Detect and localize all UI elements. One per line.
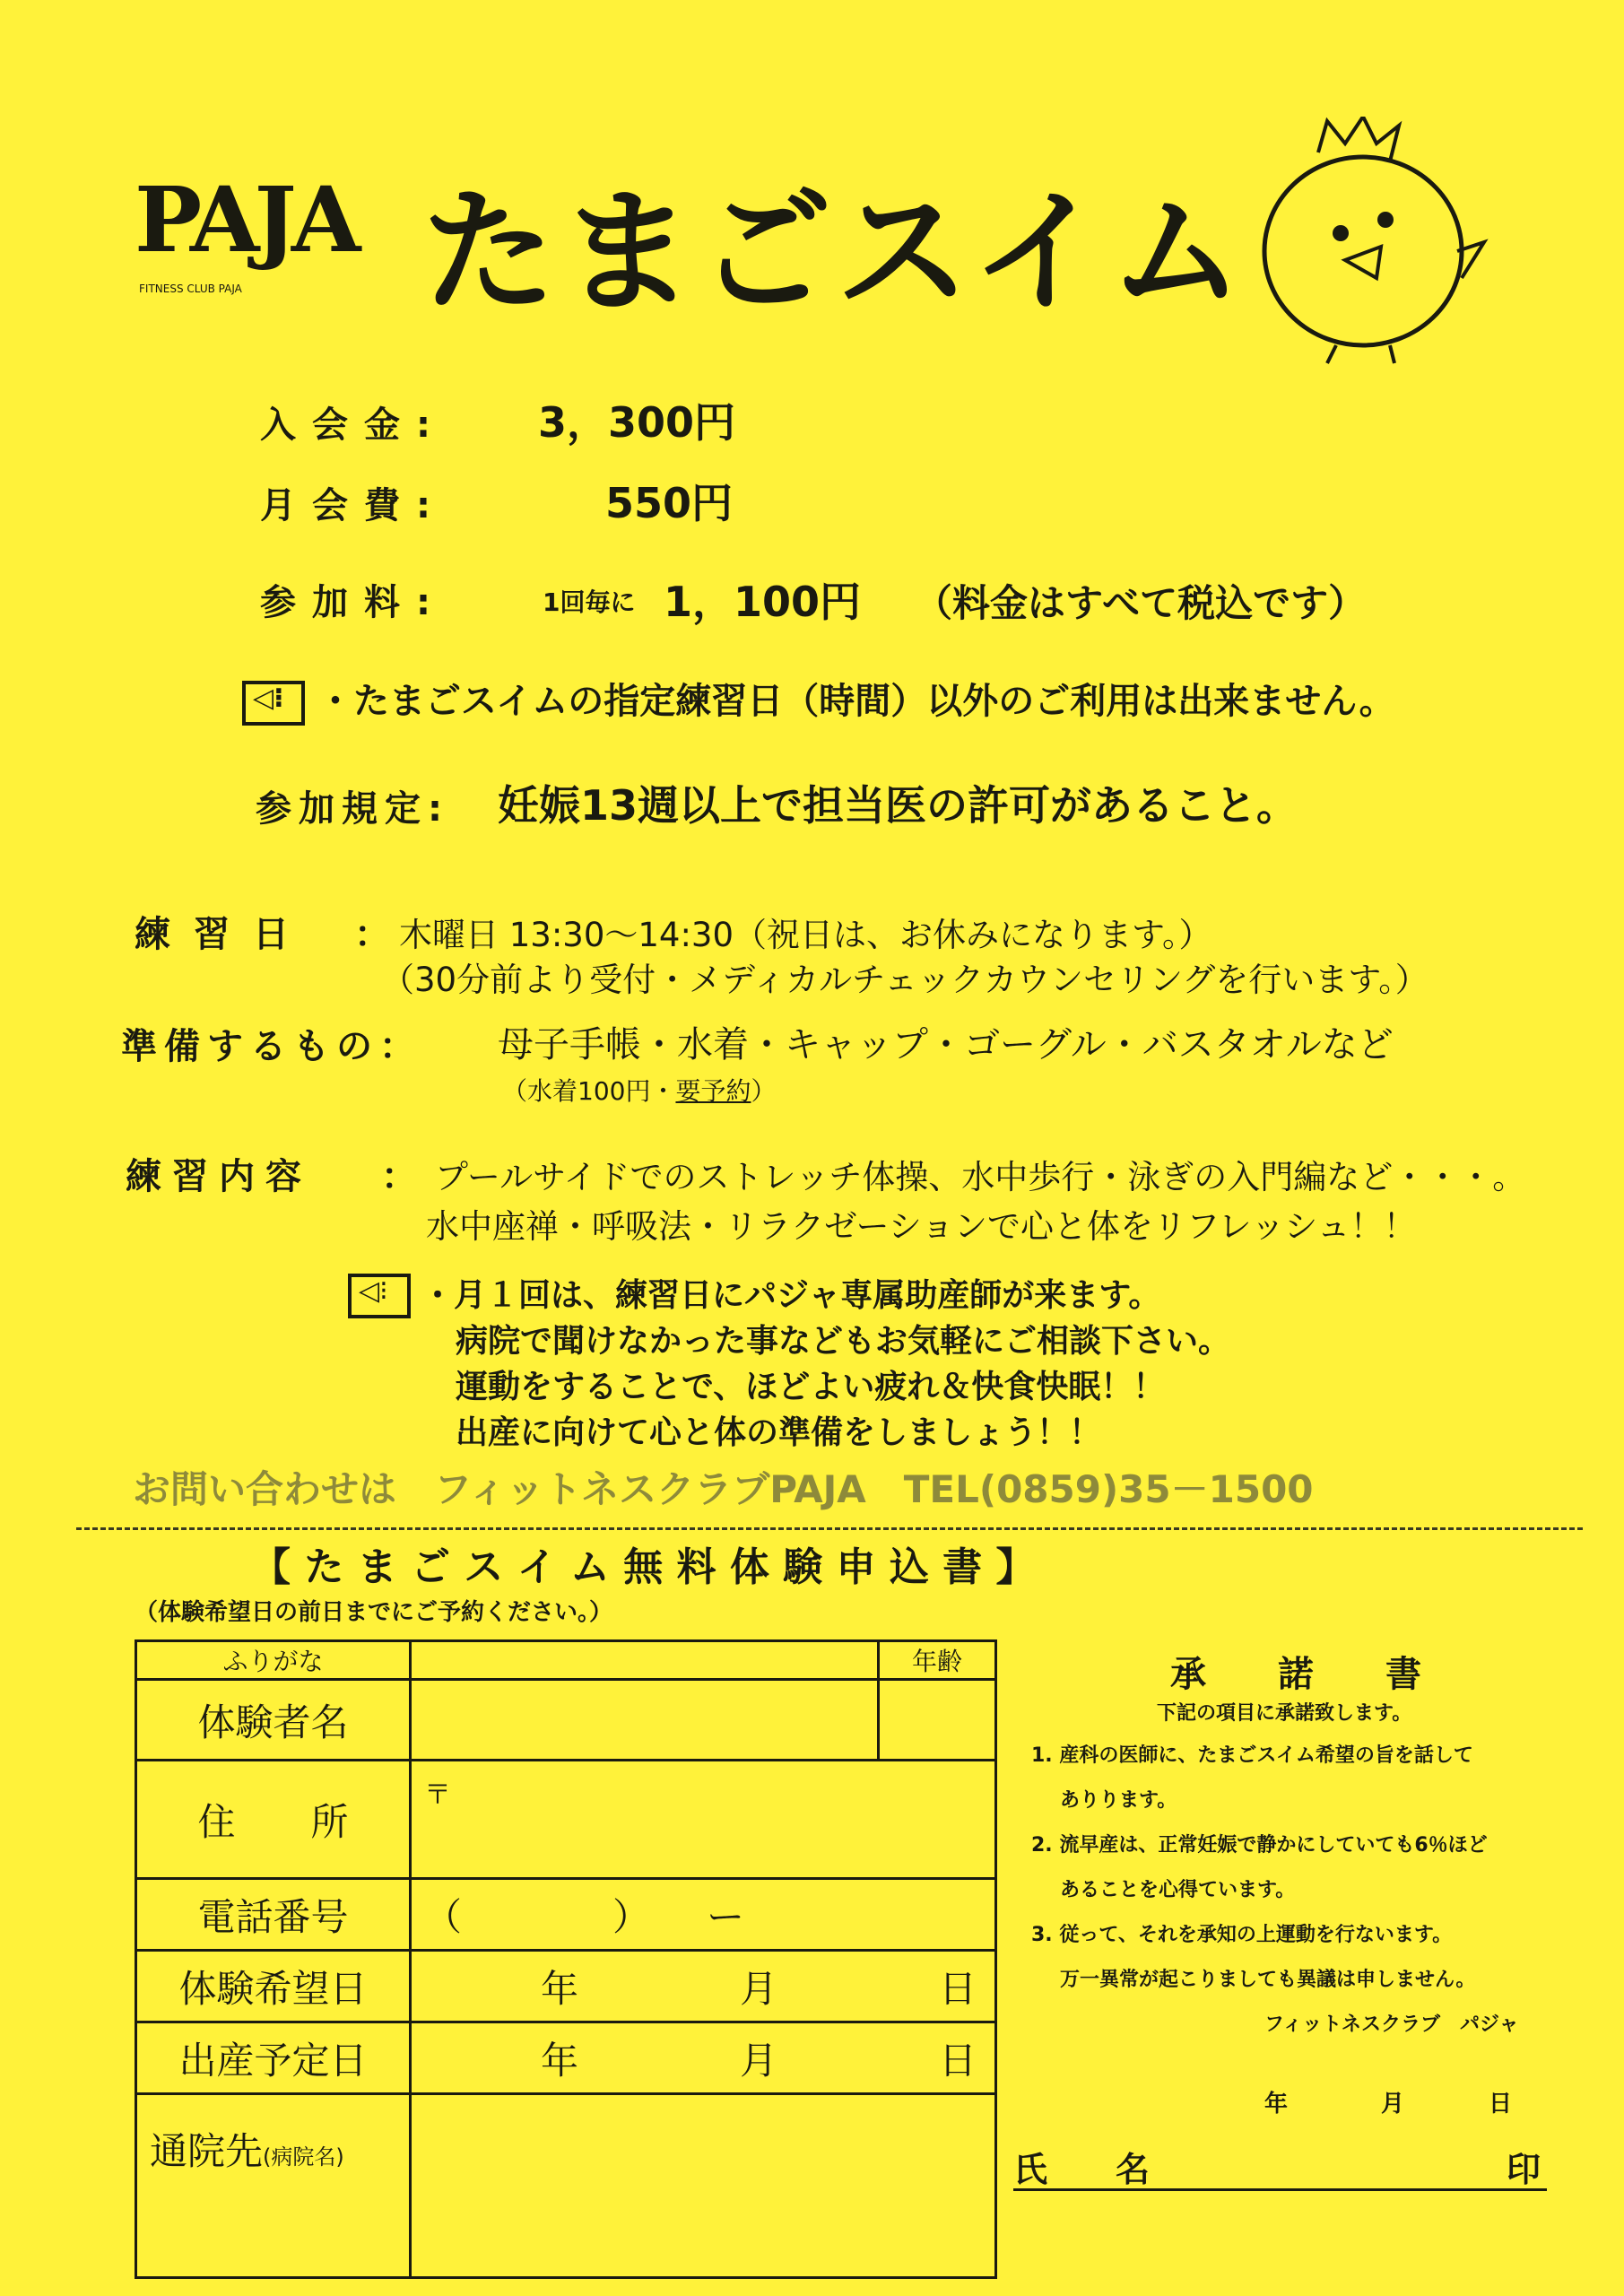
consent-month: 月 (1381, 2091, 1405, 2118)
consent-intro: 下記の項目に承諾致します。 (1157, 1702, 1412, 1725)
content-line2: 水中座禅・呼吸法・リラクゼーションで心と体をリフレッシュ！！ (426, 1207, 1417, 1246)
address-label: 住 所 (136, 1761, 411, 1879)
notice-line: 出産に向けて心と体の準備をしましょう！！ (456, 1414, 1102, 1451)
rule-text: 妊娠13週以上で担当医の許可があること。 (498, 781, 1298, 830)
paren: ） (751, 1076, 777, 1106)
monthly-fee-label: 月会費: (260, 485, 447, 526)
bring-line2 (502, 1072, 776, 1108)
hospital-label (136, 2094, 411, 2278)
notice-line: 運動をすることで、ほどよい疲れ＆快食快眠！！ (456, 1369, 1166, 1405)
content-label: 練習内容 (126, 1156, 312, 1197)
day: 日 (939, 1966, 977, 2011)
notice-line: 病院で聞けなかった事などもお気軽にご相談下さい。 (456, 1323, 1231, 1360)
phone-field[interactable]: （ ） ー (411, 1879, 996, 1951)
notice-text: ・たまごスイムの指定練習日（時間）以外のご利用は出来ません。 (317, 681, 1395, 722)
consent-company: フィットネスクラブ パジャ (1264, 2013, 1519, 2036)
page-title: たまごスイム (421, 175, 1248, 331)
participation-fee-value: 1，100円 (664, 578, 862, 626)
content-colon: ： (381, 1156, 417, 1197)
schedule-colon: ： (354, 914, 390, 955)
form-note: （体験希望日の前日までにご予約ください。） (135, 1599, 613, 1626)
hospital-text: 通院先 (150, 2129, 264, 2173)
due-date-label: 出産予定日 (136, 2022, 411, 2094)
schedule-line2: （30分前より受付・メディカルチェックカウンセリングを行います。） (381, 961, 1429, 999)
hospital-sub: (病院名) (263, 2144, 344, 2170)
notice-practice-days (242, 673, 1395, 726)
furigana-field[interactable] (411, 1641, 879, 1680)
reservation-required: 要予約 (675, 1076, 751, 1106)
chick-icon (1255, 117, 1489, 368)
furigana-label: ふりがな (136, 1641, 411, 1680)
paja-logo-small: FITNESS CLUB PAJA (139, 283, 242, 295)
consent-line: ありります。 (1060, 1789, 1177, 1812)
tax-note: （料金はすべて税込です） (915, 581, 1367, 625)
entry-fee-value: 3，300円 (538, 398, 736, 447)
name-label: 体験者名 (136, 1680, 411, 1761)
consent-title: 承 諾 書 (1170, 1654, 1421, 1695)
year: 年 (541, 1966, 579, 2011)
day: 日 (939, 2038, 977, 2083)
address-field[interactable]: 〒 (411, 1761, 996, 1879)
signature-name-label: 氏 名 (1013, 2150, 1151, 2189)
schedule-label: 練習日 (135, 914, 312, 955)
consent-line: 3. 従って、それを承知の上運動を行ないます。 (1031, 1924, 1453, 1946)
bring-label: 準備するもの： (121, 1026, 422, 1067)
schedule-line1: 木曜日 13:30～14:30（祝日は、お休みになります。） (399, 916, 1212, 954)
trial-date-label: 体験希望日 (136, 1951, 411, 2022)
participation-fee-prefix: 1回毎に (543, 587, 636, 617)
content-line1: プールサイドでのストレッチ体操、水中歩行・泳ぎの入門編など・・・。 (435, 1158, 1526, 1196)
swimsuit-note: （水着100円・ (502, 1076, 676, 1106)
signature-line[interactable] (1013, 2188, 1547, 2191)
paja-logo: PAJA (135, 167, 356, 273)
month: 月 (740, 1966, 778, 2011)
entry-fee-label: 入会金: (260, 404, 447, 446)
speaker-icon (242, 681, 305, 726)
bring-line1: 母子手帳・水着・キャップ・ゴーグル・バスタオルなど (498, 1024, 1394, 1065)
age-label: 年齢 (879, 1641, 996, 1680)
consent-line: 1. 産科の医師に、たまごスイム希望の旨を話して (1031, 1744, 1473, 1767)
monthly-fee-value: 550円 (605, 479, 734, 527)
consent-day: 日 (1489, 2091, 1513, 2118)
hospital-field[interactable] (411, 2094, 996, 2278)
age-field[interactable] (879, 1680, 996, 1761)
phone-label: 電話番号 (136, 1879, 411, 1951)
speaker-icon (348, 1274, 411, 1318)
rule-label: 参加規定: (256, 788, 449, 830)
cut-line (76, 1527, 1583, 1530)
form-title: 【 た ま ご ス イ ム 無 料 体 験 申 込 書 】 (251, 1544, 1036, 1590)
participation-fee-label: 参加料: (260, 582, 447, 623)
consent-line: 2. 流早産は、正常妊娠で静かにしていても6％ほど (1031, 1834, 1488, 1857)
application-form (135, 1639, 997, 2279)
notice-line: ・月１回は、練習日にパジャ専属助産師が来ます。 (421, 1277, 1161, 1314)
year: 年 (541, 2038, 579, 2083)
consent-year: 年 (1264, 2091, 1289, 2118)
consent-line: 万一異常が起こりましても異議は申しません。 (1060, 1969, 1476, 1991)
contact-info: お問い合わせは フィットネスクラブPAJA TEL(0859)35－1500 (133, 1467, 1314, 1511)
month: 月 (740, 2038, 778, 2083)
name-field[interactable] (411, 1680, 879, 1761)
consent-line: あることを心得ています。 (1060, 1879, 1296, 1901)
seal-mark: 印 (1507, 2150, 1541, 2189)
due-date-field[interactable] (411, 2022, 996, 2094)
trial-date-field[interactable] (411, 1951, 996, 2022)
